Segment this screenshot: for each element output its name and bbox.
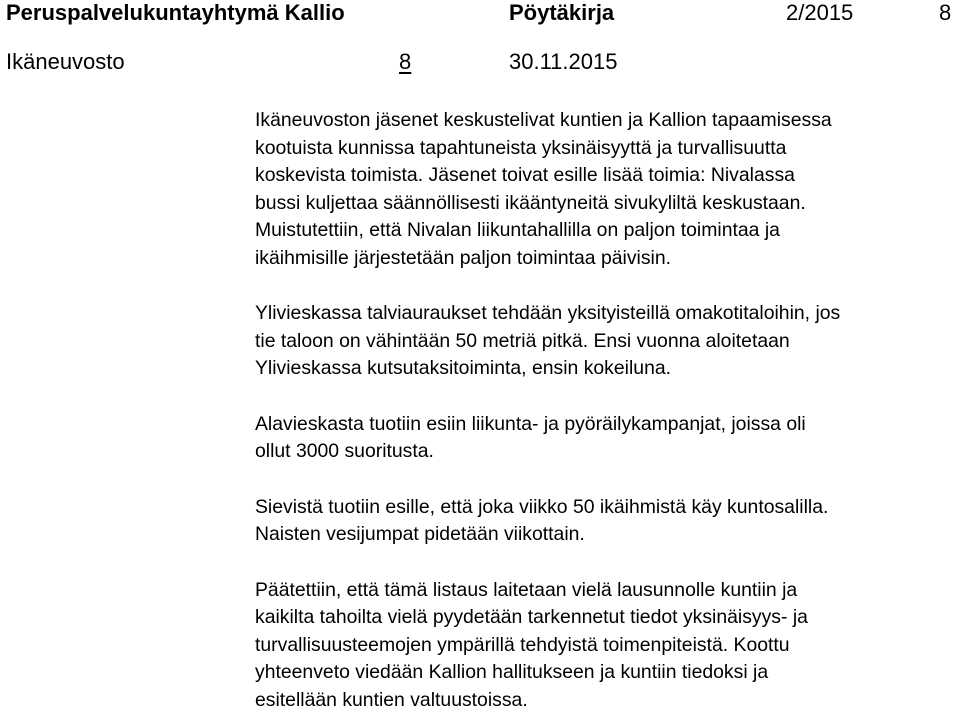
paragraph-sievi: Sievistä tuotiin esille, että joka viikko 50 ikäihmistä käy kuntosalilla. Naisten vesijumpat pidetään viikottain. <box>255 494 955 549</box>
paragraph-ylivieska: Ylivieskassa talviauraukset tehdään yksityisteillä omakotitaloihin, jos tie taloon on vähintään 50 metriä pitkä. Ensi vuonna aloitetaan Ylivieskassa kutsutaksitoiminta, ensin kokeiluna. <box>255 300 955 383</box>
document-type: Pöytäkirja <box>509 0 614 26</box>
section-number: 8 <box>399 49 411 75</box>
issue-number: 2/2015 <box>786 0 853 26</box>
paragraph-decision: Päätettiin, että tämä listaus laitetaan vielä lausunnolle kuntiin ja kaikilta tahoilta vielä pyydetään tarkennetut tiedot yksinäisyys- ja turvallisuusteemojen ympärillä tehdyistä toimenpiteistä. Koottu yhteenveto viedään Kallion hallitukseen ja kuntiin tiedoksi ja esitellään kuntien valtuustoissa. <box>255 577 955 714</box>
minutes-body <box>255 107 955 714</box>
meeting-date: 30.11.2015 <box>509 49 617 75</box>
body-name: Ikäneuvosto <box>6 49 125 75</box>
page-number: 8 <box>939 0 951 26</box>
paragraph-discussion: Ikäneuvoston jäsenet keskustelivat kuntien ja Kallion tapaamisessa kootuista kunnissa tapahtuneista yksinäisyyttä ja turvallisuutta koskevista toimista. Jäsenet toivat esille lisää toimia: Nivalassa bussi kuljettaa säännöllisesti ikääntyneitä sivukyliltä keskustaan. Muistutettiin, että Nivalan liikuntahallilla on paljon toimintaa ja ikäihmisille järjestetään paljon toimintaa päivisin. <box>255 107 955 272</box>
organization-name: Peruspalvelukuntayhtymä Kallio <box>6 0 345 26</box>
paragraph-alavieska: Alavieskasta tuotiin esiin liikunta- ja pyöräilykampanjat, joissa oli ollut 3000 suoritusta. <box>255 411 955 466</box>
